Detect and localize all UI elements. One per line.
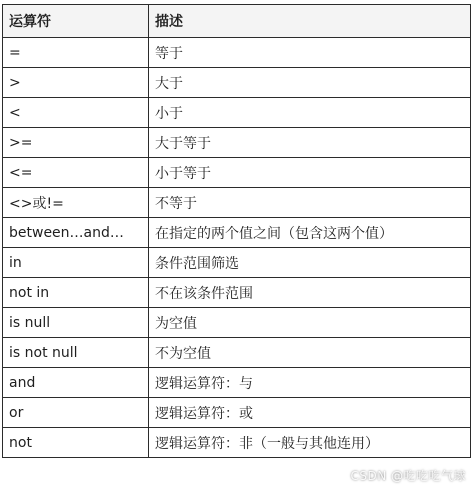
operator-cell: is not null: [3, 338, 149, 368]
operator-cell: between…and…: [3, 218, 149, 248]
description-cell: 不在该条件范围: [149, 278, 471, 308]
operator-cell: =: [3, 38, 149, 68]
table-row: [3, 98, 471, 128]
operator-cell: is null: [3, 308, 149, 338]
description-cell: 大于: [149, 68, 471, 98]
table-row: [3, 68, 471, 98]
description-cell: 条件范围筛选: [149, 248, 471, 278]
header-row: [3, 5, 471, 38]
operator-cell: <: [3, 98, 149, 128]
description-cell: 逻辑运算符：非（一般与其他连用）: [149, 428, 471, 458]
column-header-operator: 运算符: [3, 5, 149, 38]
table-row: [3, 218, 471, 248]
table-row: [3, 338, 471, 368]
description-cell: 等于: [149, 38, 471, 68]
table-row: [3, 278, 471, 308]
column-header-description: 描述: [149, 5, 471, 38]
table-row: [3, 248, 471, 278]
table-row: [3, 38, 471, 68]
description-cell: 小于: [149, 98, 471, 128]
description-cell: 逻辑运算符：与: [149, 368, 471, 398]
table-row: [3, 188, 471, 218]
operator-cell: <>或!=: [3, 188, 149, 218]
operators-table: [2, 4, 471, 458]
description-cell: 大于等于: [149, 128, 471, 158]
description-cell: 不为空值: [149, 338, 471, 368]
description-cell: 为空值: [149, 308, 471, 338]
operator-cell: >: [3, 68, 149, 98]
operator-cell: or: [3, 398, 149, 428]
operator-cell: and: [3, 368, 149, 398]
table-row: [3, 128, 471, 158]
operator-cell: <=: [3, 158, 149, 188]
description-cell: 逻辑运算符：或: [149, 398, 471, 428]
description-cell: 小于等于: [149, 158, 471, 188]
watermark: CSDN @吃吃吃气球: [350, 469, 466, 483]
operator-cell: in: [3, 248, 149, 278]
table-row: [3, 308, 471, 338]
table-row: [3, 158, 471, 188]
description-cell: 在指定的两个值之间（包含这两个值）: [149, 218, 471, 248]
table-row: [3, 398, 471, 428]
table-row: [3, 428, 471, 458]
operator-cell: not: [3, 428, 149, 458]
operator-cell: >=: [3, 128, 149, 158]
description-cell: 不等于: [149, 188, 471, 218]
table-row: [3, 368, 471, 398]
operator-cell: not in: [3, 278, 149, 308]
